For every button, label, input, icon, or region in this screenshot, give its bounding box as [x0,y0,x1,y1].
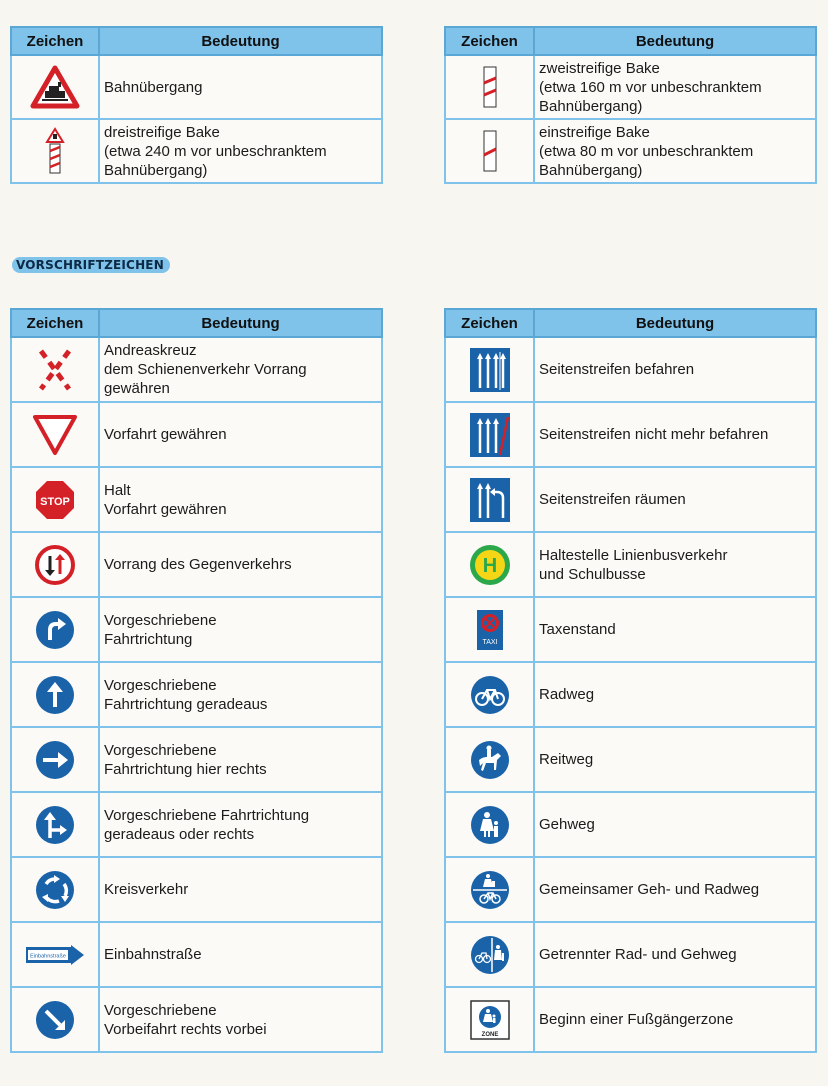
table-row [445,119,816,183]
list-item: Seitenstreifen nicht mehr befahren [534,402,816,467]
table-left [10,308,383,1053]
header-sign: Zeichen [445,309,534,337]
table-row [445,597,816,662]
two-stripe-beacon-icon [482,65,498,109]
straight-or-right-arrow-icon [35,805,75,845]
roundabout-icon [35,870,75,910]
table-row [11,467,382,532]
list-item: einstreifige Bake (etwa 80 m vor unbeschranktem Bahnübergang) [534,119,816,183]
table-row [11,662,382,727]
list-item: Haltestelle Linienbusverkehr und Schulbusse [534,532,816,597]
three-stripe-beacon-icon [45,127,65,175]
table-right [444,308,817,1053]
list-item: Vorgeschriebene Fahrtrichtung hier rechts [99,727,382,792]
st-andrews-cross-icon [35,347,75,393]
list-item: Radweg [534,662,816,727]
list-item: Seitenstreifen befahren [534,337,816,402]
svg-text:ZONE: ZONE [481,1031,498,1038]
one-stripe-beacon-icon [482,129,498,173]
svg-text:Einbahnstraße: Einbahnstraße [30,953,66,959]
svg-text:TAXI: TAXI [481,638,498,646]
pedestrian-zone-icon [470,1000,510,1040]
table-row [445,922,816,987]
list-item: dreistreifige Bake (etwa 240 m vor unbeschranktem Bahnübergang) [99,119,382,183]
table-row [11,337,382,402]
turn-right-arrow-icon [35,610,75,650]
header-meaning: Bedeutung [99,27,382,55]
table-top-right [444,26,817,184]
yield-sign-icon [32,414,78,456]
bridle-path-icon [470,740,510,780]
list-item: Seitenstreifen räumen [534,467,816,532]
table-row [11,792,382,857]
header-sign: Zeichen [11,27,99,55]
table-row [445,532,816,597]
table-row [11,532,382,597]
taxi-stand-icon [477,610,503,650]
list-item: zweistreifige Bake (etwa 160 m vor unbeschranktem Bahnübergang) [534,55,816,119]
table-row [445,857,816,922]
list-item: Vorgeschriebene Fahrtrichtung geradeaus [99,662,382,727]
bus-stop-icon [469,544,511,586]
list-item: Einbahnstraße [99,922,382,987]
table-row [445,662,816,727]
header-meaning: Bedeutung [534,27,816,55]
list-item: Gemeinsamer Geh- und Radweg [534,857,816,922]
separated-path-icon [470,935,510,975]
table-top-left [10,26,383,184]
svg-text:STOP: STOP [40,495,70,508]
header-sign: Zeichen [11,309,99,337]
header-meaning: Bedeutung [99,309,382,337]
list-item: Halt Vorfahrt gewähren [99,467,382,532]
straight-ahead-arrow-icon [35,675,75,715]
table-row [11,55,382,119]
pass-right-arrow-icon [35,1000,75,1040]
list-item: Taxenstand [534,597,816,662]
one-way-street-icon [25,945,85,965]
list-item: Reitweg [534,727,816,792]
list-item: Getrennter Rad- und Gehweg [534,922,816,987]
section-title: VORSCHRIFTZEICHEN [12,257,170,273]
table-row [445,467,816,532]
table-row [11,597,382,662]
list-item: Vorfahrt gewähren [99,402,382,467]
list-item: Gehweg [534,792,816,857]
header-sign: Zeichen [445,27,534,55]
list-item: Vorgeschriebene Vorbeifahrt rechts vorbei [99,987,382,1052]
header-meaning: Bedeutung [534,309,816,337]
railway-crossing-warning-icon [30,65,80,109]
right-arrow-icon [35,740,75,780]
table-row [445,792,816,857]
stop-sign-icon [35,480,75,520]
bicycle-path-icon [470,675,510,715]
table-row [445,55,816,119]
table-row [11,727,382,792]
footpath-icon [470,805,510,845]
table-row [445,987,816,1052]
shared-path-icon [470,870,510,910]
list-item: Beginn einer Fußgängerzone [534,987,816,1052]
lanes-shoulder-use-icon [470,348,510,392]
oncoming-priority-icon [35,545,75,585]
table-row [11,987,382,1052]
table-row [11,402,382,467]
list-item: Kreisverkehr [99,857,382,922]
table-row [11,857,382,922]
table-row [445,337,816,402]
list-item: Bahnübergang [99,55,382,119]
list-item: Vorgeschriebene Fahrtrichtung geradeaus oder rechts [99,792,382,857]
table-row [11,922,382,987]
table-row [445,727,816,792]
list-item: Andreaskreuz dem Schienenverkehr Vorrang gewähren [99,337,382,402]
table-row [445,402,816,467]
lanes-shoulder-clear-icon [470,478,510,522]
lanes-shoulder-end-icon [470,413,510,457]
svg-text:H: H [482,554,497,577]
table-row [11,119,382,183]
list-item: Vorgeschriebene Fahrtrichtung [99,597,382,662]
list-item: Vorrang des Gegenverkehrs [99,532,382,597]
